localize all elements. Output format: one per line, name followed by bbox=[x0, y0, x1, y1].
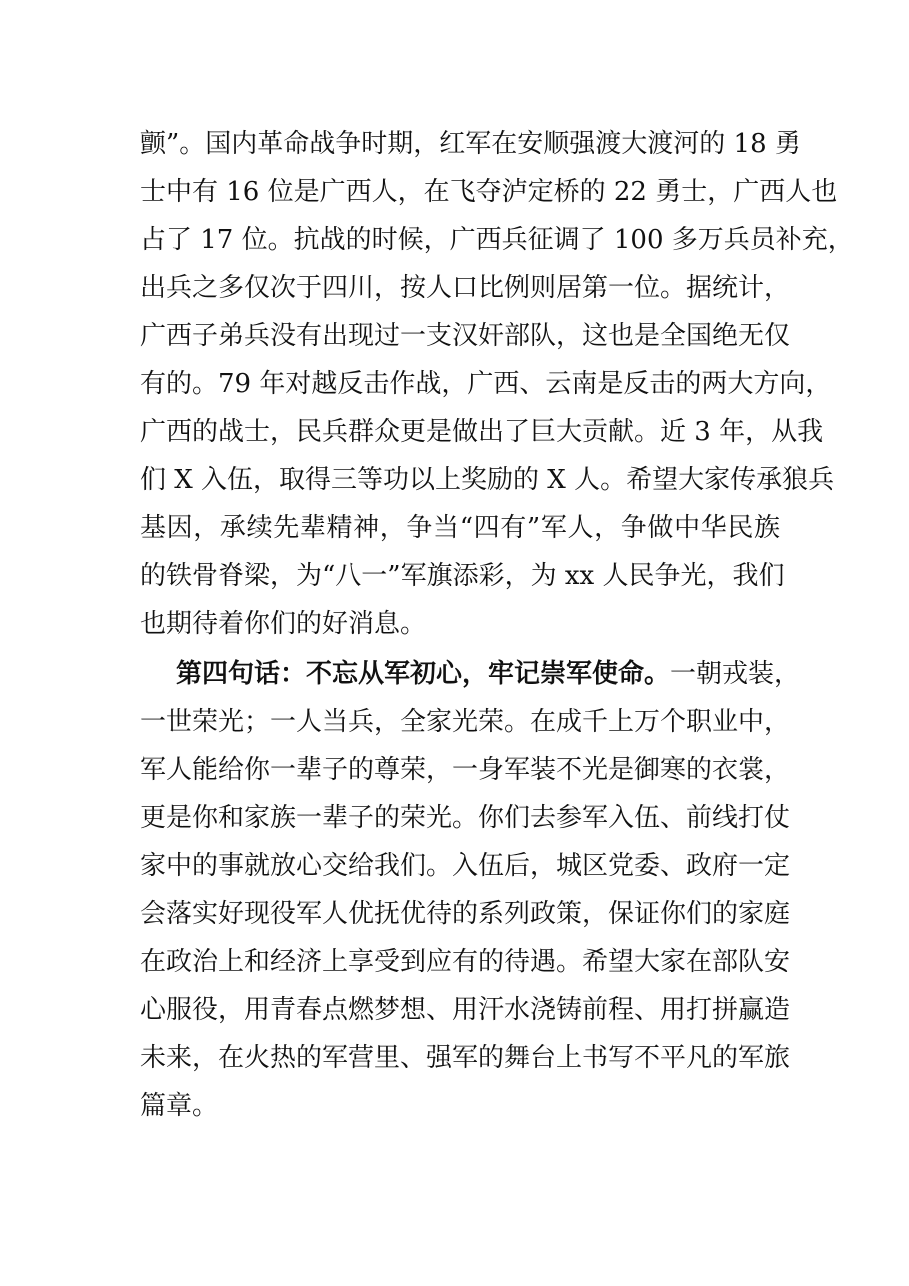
text-line: 军人能给你一辈子的尊荣，一身军装不光是御寒的衣裳， bbox=[140, 755, 791, 785]
text-line: 会落实好现役军人优抚优待的系列政策，保证你们的家庭 bbox=[140, 899, 791, 929]
text-run: 一朝戎装， bbox=[670, 659, 801, 689]
text-line: 占了 17 位。抗战的时候，广西兵征调了 100 多万兵员补充， bbox=[140, 225, 854, 255]
text-line: 基因，承续先辈精神，争当“四有”军人，争做中华民族 bbox=[140, 513, 780, 543]
text-line: 的铁骨脊梁，为“八一”军旗添彩，为 xx 人民争光，我们 bbox=[140, 561, 785, 591]
text-line: 颤”。国内革命战争时期，红军在安顺强渡大渡河的 18 勇 bbox=[140, 129, 801, 159]
text-line: 有的。79 年对越反击作战，广西、云南是反击的两大方向， bbox=[140, 369, 832, 399]
text-line: 士中有 16 位是广西人，在飞夺泸定桥的 22 勇士，广西人也 bbox=[140, 177, 838, 207]
text-line: 们 X 入伍，取得三等功以上奖励的 X 人。希望大家传承狼兵 bbox=[140, 465, 835, 495]
text-line: 在政治上和经济上享受到应有的待遇。希望大家在部队安 bbox=[140, 947, 791, 977]
text-line: 更是你和家族一辈子的荣光。你们去参军入伍、前线打仗 bbox=[140, 803, 791, 833]
text-line: 篇章。 bbox=[140, 1091, 219, 1121]
text-line: 心服役，用青春点燃梦想、用汗水浇铸前程、用打拼赢造 bbox=[140, 995, 791, 1025]
text-line: 广西的战士，民兵群众更是做出了巨大贡献。近 3 年，从我 bbox=[140, 417, 824, 447]
text-line: 一世荣光；一人当兵，全家光荣。在成千上万个职业中， bbox=[140, 707, 791, 737]
text-line: 也期待着你们的好消息。 bbox=[140, 609, 427, 639]
text-line: 广西子弟兵没有出现过一支汉奸部队，这也是全国绝无仅 bbox=[140, 321, 791, 351]
paragraph-first-line bbox=[176, 654, 801, 694]
text-line: 家中的事就放心交给我们。入伍后，城区党委、政府一定 bbox=[140, 851, 791, 881]
text-line: 未来，在火热的军营里、强军的舞台上书写不平凡的军旅 bbox=[140, 1043, 791, 1073]
section-heading: 第四句话：不忘从军初心，牢记崇军使命。 bbox=[176, 659, 671, 689]
text-line: 出兵之多仅次于四川，按人口比例则居第一位。据统计， bbox=[140, 273, 791, 303]
